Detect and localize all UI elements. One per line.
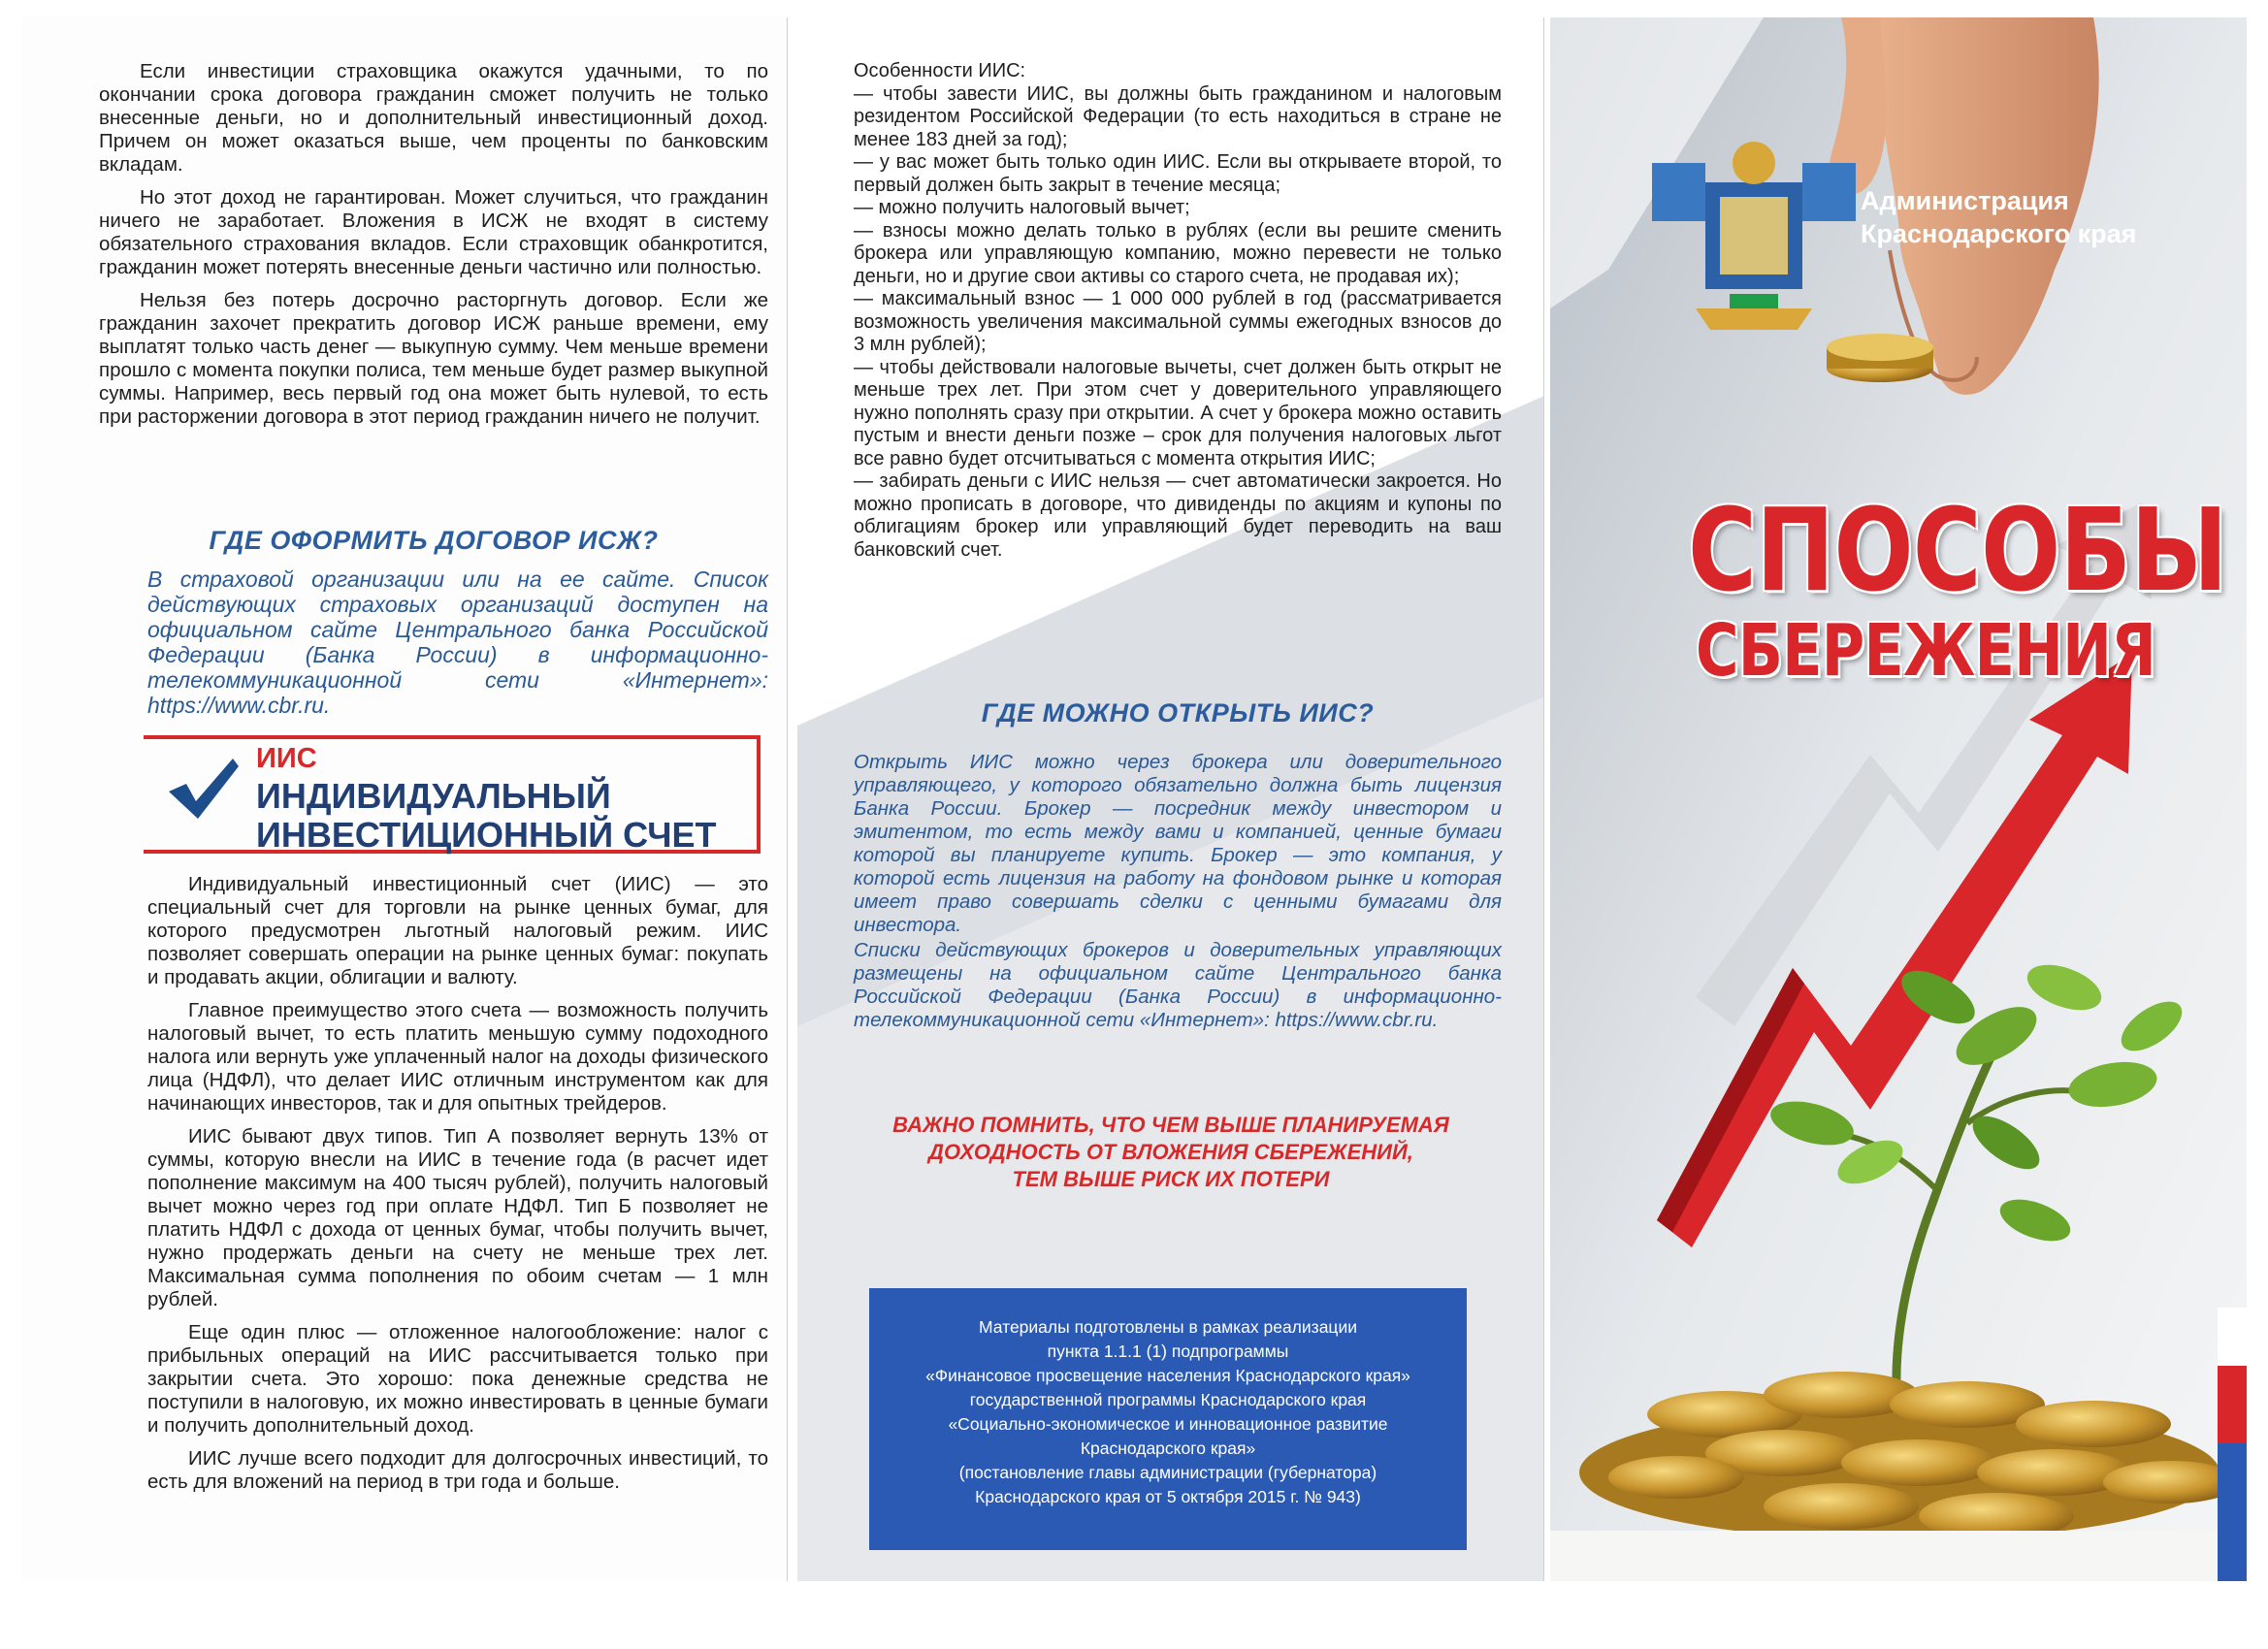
admin-line: Краснодарского края bbox=[1861, 219, 2137, 248]
iis-text-bottom bbox=[147, 873, 768, 1504]
warning-line: ТЕМ ВЫШЕ РИСК ИХ ПОТЕРИ bbox=[1012, 1167, 1330, 1191]
heading-where-iis: ГДЕ МОЖНО ОТКРЫТЬ ИИС? bbox=[981, 698, 1375, 728]
materials-line: «Финансовое просвещение населения Краснодарского края» bbox=[925, 1366, 1410, 1385]
paragraph: Нельзя без потерь досрочно расторгнуть договор. Если же гражданин захочет прекратить договор ИСЖ раньше времени, ему выплатят только часть денег — выкупную сумму. Чем меньше времени прошло с момента покупки полиса, тем меньше будет размер выкупной суммы. Например, весь первый год она может быть нулевой, то есть при расторжении договора в этот период гражданин ничего не получит. bbox=[99, 289, 768, 428]
list-item: — забирать деньги с ИИС нельзя — счет автоматически закроется. Но можно прописать в договоре, что дивиденды по акциям и купоны по облигациям брокер или управляющий будет переводить на ваш банковский счет. bbox=[854, 470, 1502, 561]
materials-line: «Социально-экономическое и инновационное развитие bbox=[948, 1414, 1388, 1434]
administration-name bbox=[1861, 184, 2136, 250]
left-panel bbox=[21, 17, 788, 1581]
list-item: — чтобы действовали налоговые вычеты, счет должен быть открыт не меньше трех лет. При этом счет у доверительного управляющего нужно пополнять сразу при открытии. А счет у брокера можно оставить пустым и внести деньги позже – срок для получения налоговых льгот все равно будет отсчитываться с момента открытия ИИС; bbox=[854, 356, 1502, 469]
materials-line: Краснодарского края» bbox=[1080, 1439, 1256, 1458]
heading-where-isj: ГДЕ ОФОРМИТЬ ДОГОВОР ИСЖ? bbox=[209, 526, 659, 555]
features-title: Особенности ИИС: bbox=[854, 60, 1026, 81]
paragraph: ИИС лучше всего подходит для долгосрочных инвестиций, то есть для вложений на период в три года и больше. bbox=[147, 1447, 768, 1493]
materials-line: Материалы подготовлены в рамках реализации bbox=[979, 1317, 1357, 1337]
paragraph: Если инвестиции страховщика окажутся удачными, то по окончании срока договора гражданин сможет получить не только внесенные деньги, но и дополнительный инвестиционный доход. Причем он может оказаться выше, чем проценты по банковским вкладам. bbox=[99, 60, 768, 176]
cover-panel bbox=[1550, 17, 2247, 1581]
paragraph: Но этот доход не гарантирован. Может случиться, что гражданин ничего не заработает. Вложения в ИСЖ не входят в систему обязательного страхования вкладов. Если страховщик обанкротится, гражданин может потерять внесенные деньги частично или полностью. bbox=[99, 186, 768, 278]
iis-answer-text-2: Списки действующих брокеров и доверительных управляющих размещены на официальном сайте Центрального банка Российской Федерации (Банка России) в информационно-телекоммуникационной сети «Интернет»: https://www.cbr.ru. bbox=[854, 939, 1502, 1031]
admin-line: Администрация bbox=[1861, 186, 2069, 215]
cover-title-line1: СПОСОБЫ bbox=[1688, 483, 2227, 617]
materials-line: пункта 1.1.1 (1) подпрограммы bbox=[1047, 1342, 1289, 1361]
list-item: — у вас может быть только один ИИС. Если вы открываете второй, то первый должен быть закрыт в течение месяца; bbox=[854, 151, 1502, 196]
list-item: — чтобы завести ИИС, вы должны быть гражданином и налоговым резидентом Российской Федерации (то есть находиться в стране не менее 183 дней за год); bbox=[854, 82, 1502, 150]
middle-panel bbox=[797, 17, 1544, 1581]
iis-title-line2: ИНВЕСТИЦИОННЫЙ СЧЕТ bbox=[256, 815, 717, 855]
checkmark-icon bbox=[165, 755, 241, 823]
paragraph: Еще один плюс — отложенное налогообложение: налог с прибыльных операций на ИИС рассчитывается только при закрытии счета. Это хорошо: пока денежные средства не поступили в налоговую, их можно инвестировать в ценные бумаги и получить дополнительный доход. bbox=[147, 1321, 768, 1437]
cover-title-line2: СБЕРЕЖЕНИЯ bbox=[1696, 609, 2155, 693]
iis-answer-text-1: Открыть ИИС можно через брокера или доверительного управляющего, у которого обязательно должна быть лицензия Банка России. Брокер — посредник между инвестором и эмитентом, то есть между вами и компанией, ценные бумаги которой вы планируете купить. Брокер — это компания, у которой есть лицензия на работу на фондовом рынке и которая имеет право совершать сделки с ценными бумагами для инвестора. bbox=[854, 751, 1502, 936]
list-item: — максимальный взнос — 1 000 000 рублей в год (рассматривается возможность увеличения максимальной суммы ежегодных взносов до 3 млн рублей); bbox=[854, 288, 1502, 355]
warning-line: ВАЖНО ПОМНИТЬ, ЧТО ЧЕМ ВЫШЕ ПЛАНИРУЕМАЯ bbox=[892, 1113, 1449, 1137]
materials-line: (постановление главы администрации (губернатора) bbox=[958, 1463, 1377, 1482]
paragraph: Главное преимущество этого счета — возможность получить налоговый вычет, то есть платить меньшую сумму подоходного налога или вернуть уже уплаченный налог на доходы физического лица (НДФЛ), что делает ИИС отличным инструментом как для начинающих инвесторов, так и для опытных трейдеров. bbox=[147, 999, 768, 1115]
features-items bbox=[854, 83, 1502, 563]
isj-answer-text: В страховой организации или на ее сайте. Список действующих страховых организаций доступен на официальном сайте Центрального банка Российской Федерации (Банка России) в информационно-телекоммуникационной сети «Интернет»: https://www.cbr.ru. bbox=[147, 566, 768, 718]
cover-illustration bbox=[1550, 17, 2247, 1581]
warning-line: ДОХОДНОСТЬ ОТ ВЛОЖЕНИЯ СБЕРЕЖЕНИЙ, bbox=[928, 1140, 1413, 1164]
paragraph: ИИС бывают двух типов. Тип А позволяет вернуть 13% от суммы, которую внесли на ИИС в течение года (в расчет идет пополнение максимум на 400 тысяч рублей), получить налоговый вычет можно через год при оплате НДФЛ. Тип Б позволяет не платить НДФЛ с дохода от ценных бумаг, чтобы получить вычет, нужно продержать деньги на счету не меньше трех лет. Максимальная сумма пополнения по обоим счетам — 1 млн рублей. bbox=[147, 1125, 768, 1310]
paragraph: Индивидуальный инвестиционный счет (ИИС) — это специальный счет для торговли на рынке ценных бумаг, для которого предусмотрен льготный налоговый режим. ИИС позволяет совершать операции на рынке ценных бумаг: покупать и продавать акции, облигации и валюту. bbox=[147, 873, 768, 988]
materials-line: Краснодарского края от 5 октября 2015 г. № 943) bbox=[975, 1487, 1361, 1506]
list-item: — можно получить налоговый вычет; bbox=[854, 197, 1190, 218]
iis-title-line1: ИНДИВИДУАЛЬНЫЙ bbox=[256, 776, 611, 816]
risk-warning bbox=[836, 1112, 1506, 1193]
materials-line: государственной программы Краснодарского края bbox=[969, 1390, 1367, 1409]
iis-abbr: ИИС bbox=[256, 743, 317, 774]
isj-answer bbox=[147, 566, 768, 728]
materials-box bbox=[869, 1288, 1467, 1550]
isj-text-top bbox=[99, 60, 768, 438]
list-item: — взносы можно делать только в рублях (если вы решите сменить брокера или управляющую компанию, можно перевести не только деньги, но и другие свои активы со старого счета, не продавая их); bbox=[854, 219, 1502, 287]
features-list bbox=[854, 60, 1502, 562]
iis-answer bbox=[854, 751, 1502, 1042]
